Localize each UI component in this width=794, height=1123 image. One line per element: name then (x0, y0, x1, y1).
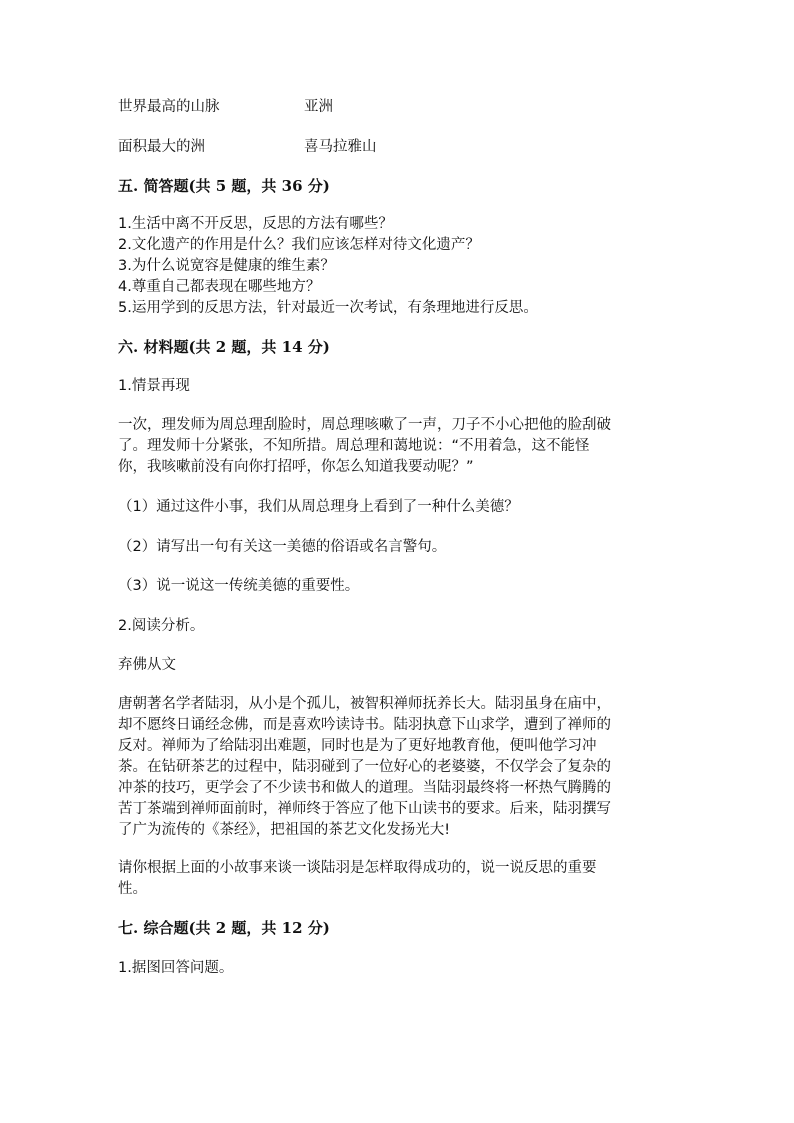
section5-heading: 五. 简答题(共 5 题，共 36 分) (118, 177, 330, 195)
match-right-1: 亚洲 (304, 99, 333, 115)
section6-q1-sub-2: （2）请写出一句有关这一美德的俗语或名言警句。 (118, 539, 447, 555)
story-line: 了。理发师十分紧张，不知所措。周总理和蔼地说：“不用着急，这不能怪 (118, 438, 590, 454)
section6-q1-story (118, 415, 678, 478)
section6-q1-sub-3: （3）说一说这一传统美德的重要性。 (118, 578, 360, 594)
story-line: 反对。禅师为了给陆羽出难题，同时也是为了更好地教育他，便叫他学习冲 (118, 738, 597, 754)
question-line: 性。 (118, 881, 147, 897)
section6-q2-story-title: 弃佛从文 (118, 657, 176, 673)
story-line: 茶。在钻研茶艺的过程中，陆羽碰到了一位好心的老婆婆，不仅学会了复杂的 (118, 759, 611, 775)
section6-q2-title: 2.阅读分析。 (118, 618, 205, 634)
section6-q2-question (118, 858, 678, 900)
story-line: 唐朝著名学者陆羽，从小是个孤儿，被智积禅师抚养长大。陆羽虽身在庙中， (118, 696, 611, 712)
section5-question-5: 5.运用学到的反思方法，针对最近一次考试，有条理地进行反思。 (118, 300, 538, 316)
section5-question-4: 4.尊重自己都表现在哪些地方？ (118, 279, 321, 295)
section5-question-1: 1.生活中离不开反思，反思的方法有哪些？ (118, 216, 393, 232)
story-line: 一次，理发师为周总理刮脸时，周总理咳嗽了一声，刀子不小心把他的脸刮破 (118, 417, 611, 433)
match-left-1: 世界最高的山脉 (118, 99, 220, 115)
section6-q1-title: 1.情景再现 (118, 378, 190, 394)
story-line: 你，我咳嗽前没有向你打招呼，你怎么知道我要动呢？” (118, 459, 474, 475)
story-line: 冲茶的技巧，更学会了不少读书和做人的道理。当陆羽最终将一杯热气腾腾的 (118, 780, 611, 796)
story-line: 了广为流传的《茶经》，把祖国的茶艺文化发扬光大! (118, 822, 451, 838)
section6-q1-sub-1: （1）通过这件小事，我们从周总理身上看到了一种什么美德？ (118, 499, 519, 515)
question-line: 请你根据上面的小故事来谈一谈陆羽是怎样取得成功的，说一说反思的重要 (118, 860, 597, 876)
section7-q1: 1.据图回答问题。 (118, 960, 234, 976)
match-left-2: 面积最大的洲 (118, 139, 205, 155)
section6-q2-story (118, 694, 678, 841)
story-line: 却不愿终日诵经念佛，而是喜欢吟读诗书。陆羽执意下山求学，遭到了禅师的 (118, 717, 611, 733)
section6-heading: 六. 材料题(共 2 题，共 14 分) (118, 338, 330, 356)
section5-question-3: 3.为什么说宽容是健康的维生素？ (118, 258, 335, 274)
match-right-2: 喜马拉雅山 (304, 139, 377, 155)
story-line: 苦丁茶端到禅师面前时，禅师终于答应了他下山读书的要求。后来，陆羽撰写 (118, 801, 611, 817)
section5-question-2: 2.文化遗产的作用是什么？我们应该怎样对待文化遗产？ (118, 237, 480, 253)
section7-heading: 七. 综合题(共 2 题，共 12 分) (118, 919, 330, 937)
